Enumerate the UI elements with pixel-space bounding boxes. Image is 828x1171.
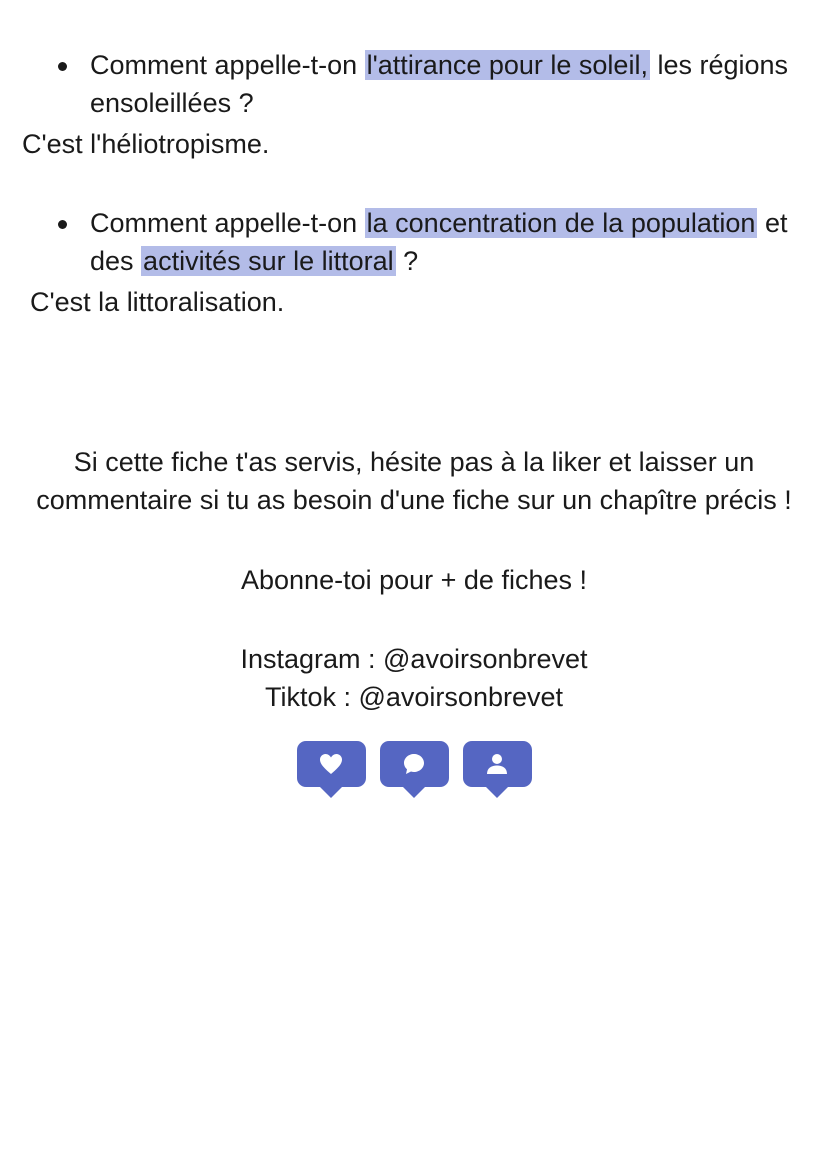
comment-icon [402, 752, 426, 776]
question-2 [90, 204, 810, 280]
highlight: l'attirance pour le soleil, [366, 50, 648, 80]
question-text: Comment appelle-t-on [90, 208, 365, 238]
highlight: la concentration de la population [366, 208, 756, 238]
social-icons [0, 741, 828, 787]
like-button[interactable] [297, 741, 366, 787]
subscribe-text: Abonne-toi pour + de fiches ! [241, 565, 587, 595]
highlight: activités sur le littoral [143, 246, 394, 276]
bullet [58, 62, 67, 71]
footer-line-1: Si cette fiche t'as servis, hésite pas à la liker et laisser un [73, 447, 755, 477]
tiktok-handle[interactable]: Tiktok : @avoirsonbrevet [264, 682, 563, 712]
instagram-handle[interactable]: Instagram : @avoirsonbrevet [240, 644, 588, 674]
bullet [58, 220, 67, 229]
answer-2: C'est la littoralisation. [30, 287, 285, 317]
question-text: ? [395, 246, 419, 276]
question-text: les régions ensoleillées ? [90, 50, 789, 118]
heart-icon [319, 753, 343, 775]
question-text: Comment appelle-t-on [90, 50, 365, 80]
follow-button[interactable] [463, 741, 532, 787]
question-text: et des [90, 208, 788, 276]
follower-icon [485, 752, 509, 776]
comment-button[interactable] [380, 741, 449, 787]
question-1 [90, 46, 810, 122]
answer-1: C'est l'héliotropisme. [22, 129, 270, 159]
footer-line-2: commentaire si tu as besoin d'une fiche sur un chapître précis ! [36, 485, 792, 515]
